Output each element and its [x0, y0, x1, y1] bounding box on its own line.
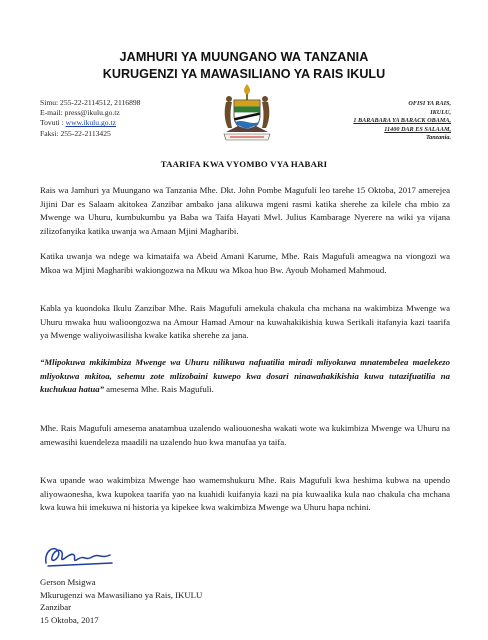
signatory-position: Mkurugenzi wa Mawasiliano ya Rais, IKULU — [40, 589, 203, 600]
right-figure — [262, 102, 269, 128]
header-title-line1: JAMHURI YA MUUNGANO WA TANZANIA — [119, 50, 369, 64]
office-line2: IKULU, — [430, 108, 451, 116]
contact-left-block — [40, 98, 140, 139]
quote-text: “Mlipokuwa mkikimbiza Mwenge wa Uhuru nilikuwa nafuatilia miradi mliyokuwa mnatembelea maelekezo mliyokuwa mkitoa, sehemu zote mlizobaini kuwepo kwa dosari ninawahakikishia kuwa tutazifuatilia na kuchukua hatua” — [40, 357, 450, 394]
website-line — [40, 118, 140, 128]
signatory-name: Gerson Msigwa — [40, 577, 96, 587]
paragraph-4 — [40, 356, 450, 397]
paragraph-5: Mhe. Rais Magufuli amesema anatambua uzalendo waliouonesha wakati wote wa kukimbiza Mwenge wa Uhuru na amewasihi kuendeleza maadili na uzalendo huo kwa manufaa ya taifa. — [40, 423, 450, 447]
coat-of-arms-icon — [218, 82, 276, 142]
torch-flame — [244, 84, 250, 95]
paragraph-6: Kwa upande wao wakimbiza Mwenge hao wamemshukuru Mhe. Rais Magufuli kwa heshima kubwa na upendo aliyowaonesha, kwa kupokea taarifa yao na kuahidi kuifanyia kazi na pia kuwaalika kula nao chakula cha mchana kwa kuwa hii imekuwa ni historia ya kipekee kwa wakimbiza Mwenge wa Uhuru hapa nchini. — [40, 475, 450, 512]
shield-green-band — [234, 106, 259, 112]
header-title-line2: KURUGENZI YA MAWASILIANO YA RAIS IKULU — [102, 67, 386, 81]
torch-stem — [246, 94, 248, 100]
document-title: TAARIFA KWA VYOMBO VYA HABARI — [160, 159, 328, 169]
paragraph-3: Kabla ya kuondoka Ikulu Zanzibar Mhe. Rais Magufuli amekula chakula cha mchana na wakimbiza Mwenge wa Uhuru mwaka huu walioongozwa na Amour Hamad Amour na kuwahakikishia kuwa Serikali itafanyia kazi taarifa ya Mwenge waliyoiwasilisha kwake katika sherehe za jana. — [40, 303, 450, 340]
fax-number: Faksi: 255-22-2113425 — [40, 128, 111, 138]
office-line5: Tanzania. — [425, 134, 451, 142]
phone-number: Simu: 255-22-2114512, 2116898 — [40, 98, 141, 107]
paragraph-2: Katika uwanja wa ndege wa kimataifa wa Abeid Amani Karume, Mhe. Rais Magufuli ameagwa na viongozi wa Mkoa wa Mjini Magharibi wakiongozwa na Mkuu wa Mkoa huo Bw. Ayoub Mohamed Mahmoud. — [40, 251, 450, 275]
office-line3: 1 BARABARA YA BARACK OBAMA, — [353, 117, 451, 125]
office-line4: 11400 DAR ES SALAAM, — [384, 125, 451, 133]
paragraph-1: Rais wa Jamhuri ya Muungano wa Tanzania Mhe. Dkt. John Pombe Magufuli leo tarehe 15 Oktoba, 2017 amerejea Jijini Dar es Salaam akitokea Zanzibar ambako jana alikuwa mgeni rasmi katika sherehe za kilele cha mbio za Mwenge wa Uhuru, kumbukumbu ya Baba wa Taifa Hayati Mwl. Julius Kambarage Nyerere na wiki ya vijana zilizofanyika katika uwanja wa Amaan Mjini Magharibi. — [40, 185, 450, 236]
website-link[interactable]: www.ikulu.go.tz — [65, 118, 116, 128]
handwritten-signature — [40, 541, 122, 571]
signature-date: 15 Oktoba, 2017 — [40, 614, 99, 625]
left-figure-head — [226, 96, 232, 102]
right-figure-head — [262, 96, 268, 102]
signature-place: Zanzibar — [40, 602, 72, 612]
contact-right-block — [353, 100, 451, 143]
left-figure — [225, 102, 232, 128]
office-line1: OFISI YA RAIS, — [408, 100, 451, 107]
email-address: E-mail: press@ikulu.go.tz — [40, 108, 120, 118]
quote-attribution: amesema Mhe. Rais Magufuli. — [103, 384, 214, 394]
shield-top-band — [234, 100, 259, 106]
signature-block — [40, 576, 202, 626]
website-label: Tovuti : — [40, 118, 66, 128]
